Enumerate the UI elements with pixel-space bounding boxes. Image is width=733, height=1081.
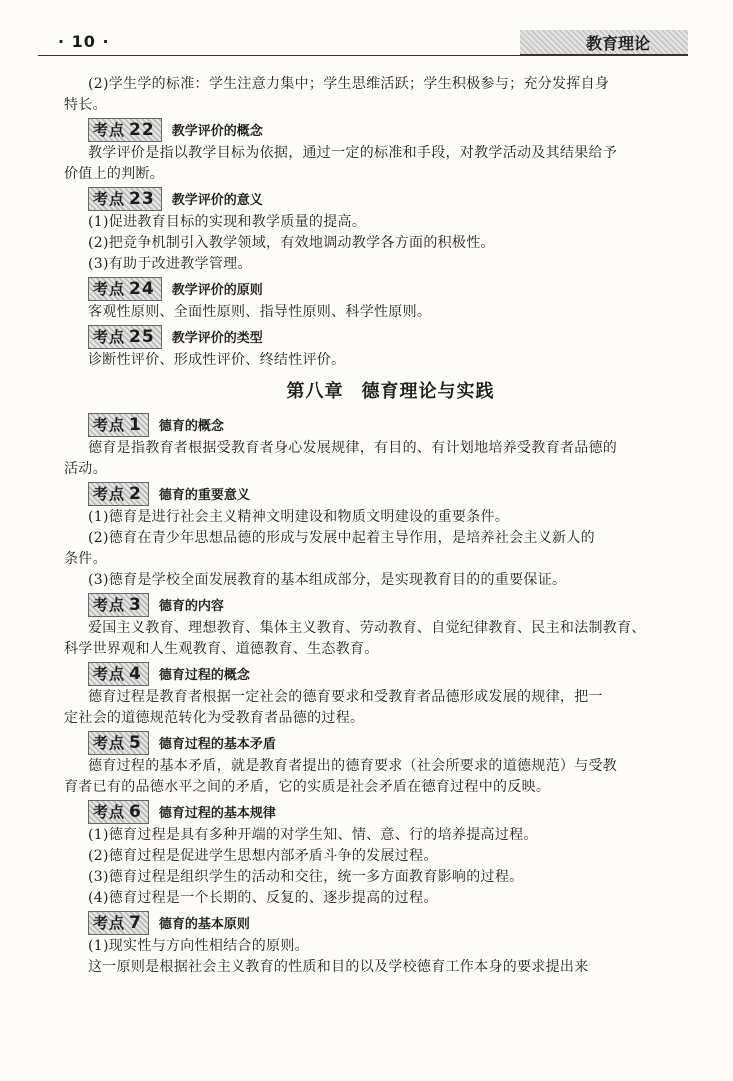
text-line: 活动。 bbox=[64, 461, 107, 477]
text-line: 价值上的判断。 bbox=[64, 166, 165, 182]
text-line: 育者已有的品德水平之间的矛盾，它的实质是社会矛盾在德育过程中的反映。 bbox=[64, 779, 551, 795]
kaodian-title: 德育过程的基本规律 bbox=[158, 806, 276, 821]
kaodian-badge bbox=[88, 187, 162, 211]
text-line: (1)现实性与方向性相结合的原则。 bbox=[88, 938, 309, 954]
kaodian-label: 考点 bbox=[93, 914, 126, 932]
text-line: 定社会的道德规范转化为受教育者品德的过程。 bbox=[64, 710, 365, 726]
kaodian-heading bbox=[88, 910, 693, 935]
kaodian-title: 德育的重要意义 bbox=[158, 488, 250, 503]
kaodian-badge bbox=[88, 800, 149, 824]
kaodian-heading bbox=[88, 481, 693, 506]
kaodian-number: 22 bbox=[129, 119, 155, 140]
kaodian-number: 1 bbox=[129, 414, 142, 435]
kaodian-badge bbox=[88, 118, 162, 142]
kaodian-heading bbox=[88, 117, 693, 142]
kaodian-label: 考点 bbox=[93, 665, 126, 683]
text-line: (3)德育是学校全面发展教育的基本组成部分，是实现教育目的的重要保证。 bbox=[88, 572, 567, 588]
text-line: (1)促进教育目标的实现和教学质量的提高。 bbox=[88, 214, 367, 230]
kaodian-heading bbox=[88, 799, 693, 824]
text-line: (1)德育过程是具有多种开端的对学生知、情、意、行的培养提高过程。 bbox=[88, 827, 538, 843]
kaodian-badge bbox=[88, 731, 149, 755]
text-line: 客观性原则、全面性原则、指导性原则、科学性原则。 bbox=[88, 304, 432, 320]
kaodian-heading bbox=[88, 730, 693, 755]
kaodian-number: 5 bbox=[129, 732, 142, 753]
kaodian-badge bbox=[88, 593, 149, 617]
text-line: (2)把竞争机制引入教学领域，有效地调动教学各方面的积极性。 bbox=[88, 235, 495, 251]
kaodian-label: 考点 bbox=[93, 190, 126, 208]
text-line: 爱国主义教育、理想教育、集体主义教育、劳动教育、自觉纪律教育、民主和法制教育、 bbox=[88, 620, 646, 636]
kaodian-label: 考点 bbox=[93, 280, 126, 298]
text-line: (2)德育在青少年思想品德的形成与发展中起着主导作用，是培养社会主义新人的 bbox=[88, 530, 595, 546]
page-number: · 10 · bbox=[58, 32, 110, 51]
kaodian-title: 德育的内容 bbox=[158, 599, 224, 614]
kaodian-label: 考点 bbox=[93, 803, 126, 821]
kaodian-number: 2 bbox=[129, 483, 142, 504]
text-line: 条件。 bbox=[64, 551, 107, 567]
kaodian-title: 德育的概念 bbox=[158, 419, 224, 434]
kaodian-number: 4 bbox=[129, 663, 142, 684]
text-line: 德育过程的基本矛盾，就是教育者提出的德育要求（社会所要求的道德规范）与受教 bbox=[88, 758, 618, 774]
text-line: 德育是指教育者根据受教育者身心发展规律，有目的、有计划地培养受教育者品德的 bbox=[88, 440, 618, 456]
text-line: 特长。 bbox=[64, 97, 107, 113]
kaodian-number: 7 bbox=[129, 912, 142, 933]
page-header bbox=[0, 30, 733, 56]
text-line: (1)德育是进行社会主义精神文明建设和物质文明建设的重要条件。 bbox=[88, 509, 510, 525]
kaodian-badge bbox=[88, 482, 149, 506]
kaodian-number: 24 bbox=[129, 278, 155, 299]
kaodian-number: 25 bbox=[129, 326, 155, 347]
header-divider bbox=[38, 55, 688, 56]
kaodian-number: 3 bbox=[129, 594, 142, 615]
chapter-title: 德育理论与实践 bbox=[361, 381, 495, 402]
kaodian-title: 德育的基本原则 bbox=[158, 917, 250, 932]
text-line: (2)学生学的标准：学生注意力集中；学生思维活跃；学生积极参与；充分发挥自身 bbox=[88, 76, 610, 92]
kaodian-badge bbox=[88, 277, 162, 301]
text-line: 科学世界观和人生观教育、道德教育、生态教育。 bbox=[64, 641, 379, 657]
running-title: 教育理论 bbox=[586, 34, 651, 53]
kaodian-heading bbox=[88, 661, 693, 686]
kaodian-title: 教学评价的类型 bbox=[171, 331, 263, 346]
text-line: (3)有助于改进教学管理。 bbox=[88, 256, 252, 272]
text-line: 这一原则是根据社会主义教育的性质和目的以及学校德育工作本身的要求提出来 bbox=[88, 959, 589, 975]
kaodian-title: 德育过程的概念 bbox=[158, 668, 250, 683]
kaodian-number: 6 bbox=[129, 801, 142, 822]
kaodian-title: 教学评价的原则 bbox=[171, 283, 263, 298]
kaodian-title: 教学评价的意义 bbox=[171, 193, 263, 208]
text-line: (3)德育过程是组织学生的活动和交往，统一多方面教育影响的过程。 bbox=[88, 869, 524, 885]
kaodian-badge bbox=[88, 413, 149, 437]
kaodian-heading bbox=[88, 324, 693, 349]
kaodian-heading bbox=[88, 186, 693, 211]
text-line: (2)德育过程是促进学生思想内部矛盾斗争的发展过程。 bbox=[88, 848, 438, 864]
kaodian-title: 德育过程的基本矛盾 bbox=[158, 737, 276, 752]
kaodian-badge bbox=[88, 911, 149, 935]
kaodian-heading bbox=[88, 412, 693, 437]
text-line: 诊断性评价、形成性评价、终结性评价。 bbox=[88, 352, 346, 368]
kaodian-label: 考点 bbox=[93, 596, 126, 614]
kaodian-label: 考点 bbox=[93, 485, 126, 503]
kaodian-number: 23 bbox=[129, 188, 155, 209]
kaodian-heading bbox=[88, 592, 693, 617]
text-line: 教学评价是指以教学目标为依据，通过一定的标准和手段，对教学活动及其结果给予 bbox=[88, 145, 618, 161]
kaodian-label: 考点 bbox=[93, 416, 126, 434]
text-line: 德育过程是教育者根据一定社会的德育要求和受教育者品德形成发展的规律，把一 bbox=[88, 689, 603, 705]
chapter-number: 第八章 bbox=[286, 381, 344, 402]
kaodian-heading bbox=[88, 276, 693, 301]
kaodian-label: 考点 bbox=[93, 121, 126, 139]
text-line: (4)德育过程是一个长期的、反复的、逐步提高的过程。 bbox=[88, 890, 438, 906]
page-body bbox=[64, 74, 693, 978]
kaodian-label: 考点 bbox=[93, 328, 126, 346]
kaodian-badge bbox=[88, 325, 162, 349]
kaodian-title: 教学评价的概念 bbox=[171, 124, 263, 139]
chapter-heading bbox=[88, 373, 693, 411]
kaodian-label: 考点 bbox=[93, 734, 126, 752]
kaodian-badge bbox=[88, 662, 149, 686]
